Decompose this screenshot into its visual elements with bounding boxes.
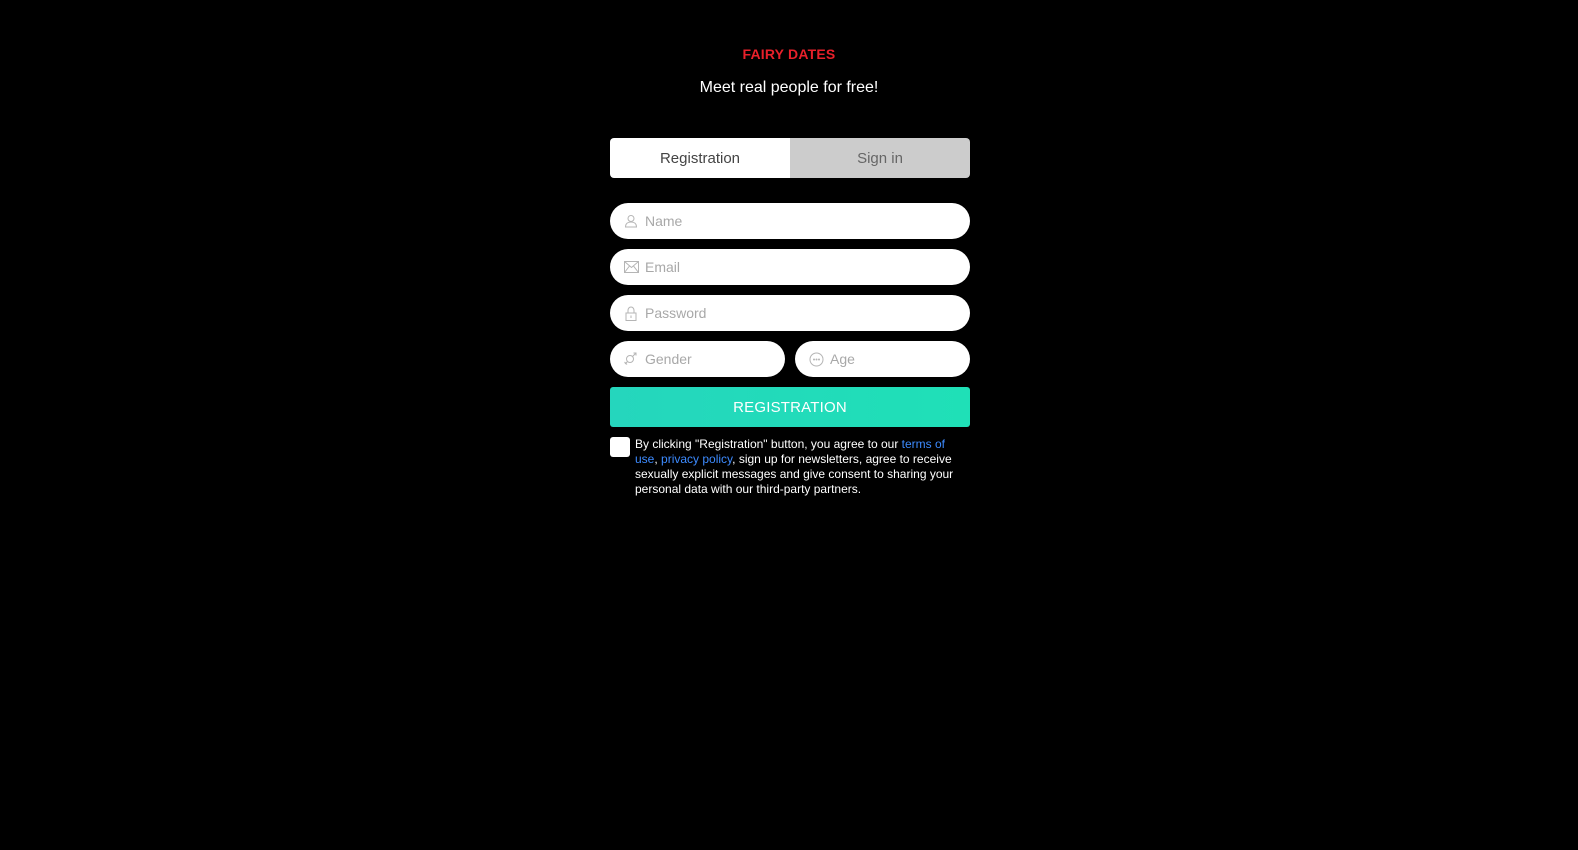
password-input[interactable] xyxy=(645,305,935,321)
tab-registration[interactable]: Registration xyxy=(610,138,790,178)
registration-form xyxy=(610,138,970,497)
tab-sign-in[interactable]: Sign in xyxy=(790,138,970,178)
lock-icon xyxy=(623,305,639,321)
gender-icon xyxy=(623,351,639,367)
age-value: Age xyxy=(830,351,855,367)
consent-text-before: By clicking "Registration" button, you agree to our xyxy=(635,437,902,451)
password-field[interactable] xyxy=(610,295,970,331)
name-field[interactable] xyxy=(610,203,970,239)
consent-text-after: , sign up for newsletters, agree to receive sexually explicit messages and give consent to sharing your personal data with our third-party partners. xyxy=(635,452,954,496)
gender-age-row xyxy=(610,341,970,377)
user-icon xyxy=(623,213,639,229)
tagline: Meet real people for free! xyxy=(699,79,879,96)
terms-of-use-link[interactable]: terms of use xyxy=(635,437,946,466)
age-icon xyxy=(808,351,824,367)
email-input[interactable] xyxy=(645,259,935,275)
registration-button[interactable]: REGISTRATION xyxy=(610,387,970,427)
privacy-policy-link[interactable]: privacy policy xyxy=(661,452,733,466)
consent-checkbox[interactable] xyxy=(610,437,630,457)
auth-tabs xyxy=(610,138,970,178)
consent-separator: , xyxy=(654,452,662,466)
brand-title: FAIRY DATES xyxy=(742,46,836,62)
name-input[interactable] xyxy=(645,213,935,229)
gender-select[interactable] xyxy=(610,341,785,377)
consent-block xyxy=(610,437,970,497)
age-select[interactable] xyxy=(795,341,970,377)
gender-value: Gender xyxy=(645,351,692,367)
consent-text xyxy=(635,437,957,497)
email-field[interactable] xyxy=(610,249,970,285)
envelope-icon xyxy=(623,259,639,275)
